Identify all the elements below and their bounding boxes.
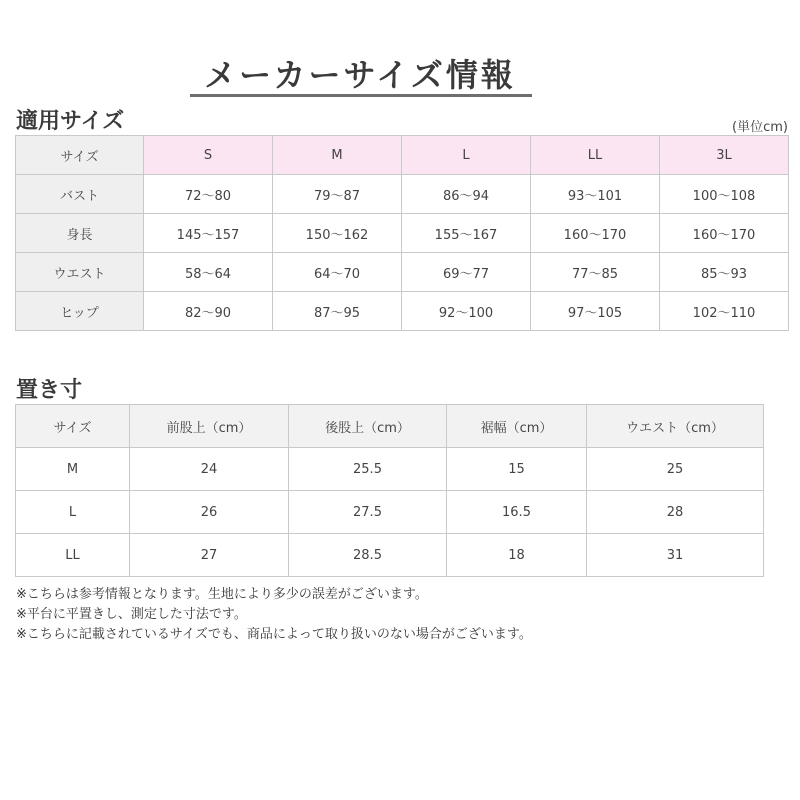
table-cell: 26 xyxy=(130,491,289,534)
row-label: L xyxy=(16,491,130,534)
table-row xyxy=(16,448,764,491)
table-cell: 69〜77 xyxy=(402,253,531,292)
column-header: M xyxy=(273,136,402,175)
row-label: 身長 xyxy=(16,214,144,253)
table-cell: 92〜100 xyxy=(402,292,531,331)
column-header: LL xyxy=(531,136,660,175)
column-header: サイズ xyxy=(16,405,130,448)
column-header: 3L xyxy=(660,136,789,175)
table-row xyxy=(16,292,789,331)
table-cell: 15 xyxy=(447,448,587,491)
measure-section-title: 置き寸 xyxy=(16,378,83,403)
unit-note: (単位cm) xyxy=(732,120,788,135)
table-cell: 27 xyxy=(130,534,289,577)
row-label: M xyxy=(16,448,130,491)
table-cell: 58〜64 xyxy=(144,253,273,292)
table-cell: 31 xyxy=(587,534,764,577)
table-header-row xyxy=(16,405,764,448)
table-cell: 77〜85 xyxy=(531,253,660,292)
table-cell: 155〜167 xyxy=(402,214,531,253)
column-header: サイズ xyxy=(16,136,144,175)
table-cell: 145〜157 xyxy=(144,214,273,253)
notes xyxy=(16,585,532,645)
table-cell: 28 xyxy=(587,491,764,534)
table-cell: 102〜110 xyxy=(660,292,789,331)
note-line: ※平台に平置きし、測定した寸法です。 xyxy=(16,607,247,622)
row-label: LL xyxy=(16,534,130,577)
table-cell: 160〜170 xyxy=(660,214,789,253)
size-table xyxy=(15,135,789,331)
table-cell: 27.5 xyxy=(289,491,447,534)
table-cell: 87〜95 xyxy=(273,292,402,331)
table-cell: 72〜80 xyxy=(144,175,273,214)
measurement-table xyxy=(15,404,764,577)
table-row xyxy=(16,253,789,292)
table-row xyxy=(16,214,789,253)
table-cell: 25.5 xyxy=(289,448,447,491)
column-header: 後股上（cm） xyxy=(289,405,447,448)
table-cell: 16.5 xyxy=(447,491,587,534)
row-label: ヒップ xyxy=(16,292,144,331)
table-header-row xyxy=(16,136,789,175)
column-header: S xyxy=(144,136,273,175)
table-row xyxy=(16,534,764,577)
row-label: ウエスト xyxy=(16,253,144,292)
table-cell: 82〜90 xyxy=(144,292,273,331)
table-cell: 79〜87 xyxy=(273,175,402,214)
size-section-title: 適用サイズ xyxy=(16,109,125,134)
table-cell: 18 xyxy=(447,534,587,577)
table-cell: 85〜93 xyxy=(660,253,789,292)
table-cell: 24 xyxy=(130,448,289,491)
table-cell: 64〜70 xyxy=(273,253,402,292)
column-header: ウエスト（cm） xyxy=(587,405,764,448)
table-row xyxy=(16,175,789,214)
table-cell: 28.5 xyxy=(289,534,447,577)
column-header: L xyxy=(402,136,531,175)
table-row xyxy=(16,491,764,534)
table-cell: 97〜105 xyxy=(531,292,660,331)
page-title: メーカーサイズ情報 xyxy=(204,56,516,94)
note-line: ※こちらは参考情報となります。生地により多少の誤差がございます。 xyxy=(16,587,428,602)
table-cell: 150〜162 xyxy=(273,214,402,253)
table-cell: 25 xyxy=(587,448,764,491)
note-line: ※こちらに記載されているサイズでも、商品によって取り扱いのない場合がございます。 xyxy=(16,627,532,642)
table-cell: 86〜94 xyxy=(402,175,531,214)
column-header: 裾幅（cm） xyxy=(447,405,587,448)
table-cell: 100〜108 xyxy=(660,175,789,214)
row-label: バスト xyxy=(16,175,144,214)
table-cell: 160〜170 xyxy=(531,214,660,253)
column-header: 前股上（cm） xyxy=(130,405,289,448)
table-cell: 93〜101 xyxy=(531,175,660,214)
title-underline xyxy=(190,94,532,97)
